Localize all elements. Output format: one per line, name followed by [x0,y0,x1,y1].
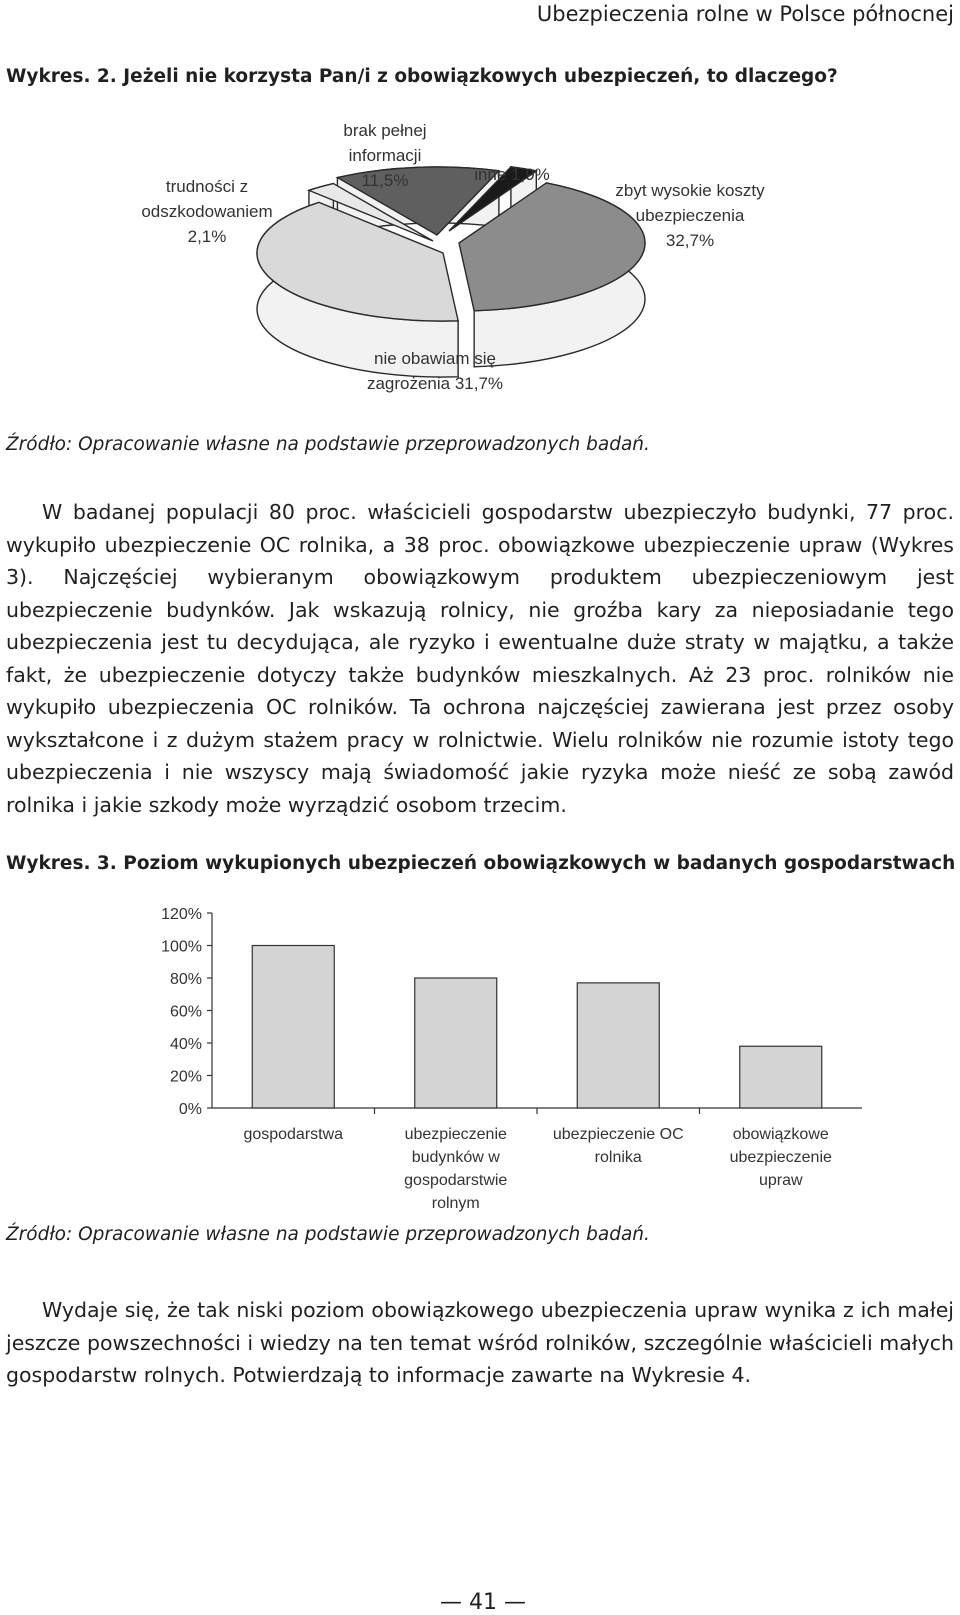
bar-1 [252,946,334,1109]
pie-label-nie-obawiam: nie obawiam się zagrożenia 31,7% [366,349,504,393]
y-tick-label: 20% [169,1068,202,1086]
running-header: Ubezpieczenia rolne w Polsce północnej [536,2,954,26]
y-tick-label: 120% [161,906,202,923]
figure-2-source: Źródło: Opracowanie własne na podstawie przeprowadzonych badań. [6,434,650,455]
figure-2-title: Wykres. 2. Jeżeli nie korzysta Pan/i z obowiązkowych ubezpieczeń, to dlaczego? [6,66,838,87]
x-category-label: ubezpieczenie OC rolnika [552,1126,684,1166]
pie-label-trudnosci: trudności z odszkodowaniem 2,1% [141,177,273,246]
paragraph-1: W badanej populacji 80 proc. właścicieli gospodarstw ubezpieczyło budynki, 77 proc. wykupiło ubezpieczenie OC rolnika, a 38 proc. obowiązkowe ubezpieczenie upraw (Wykres 3). Najczęściej wybieranym obowiązkowym produktem ubezpieczeniowym jest ubezpieczenie budynków. Jak wskazują rolnicy, nie groźba kary za nieposiadanie tego ubezpieczenia jest tu decydująca, ale ryzyko i ewentualne duże straty w majątku, a także fakt, że ubezpieczenie dotyczy także budynków mieszkalnych. Aż 23 proc. rolników nie wykupiło ubezpieczenia OC rolników. Ta ochrona najczęściej zawierana jest przez osoby wykształcone i z dużym stażem pracy w rolnictwie. Wielu rolników nie rozumie istoty tego ubezpieczenia i nie wszyscy mają świadomość jakie ryzyka może nieść ze sobą zawód rolnika i jakie szkody może wyrządzić osobom trzecim. [6,500,954,817]
x-category-label: obowiązkowe ubezpieczenie upraw [729,1126,832,1189]
y-tick-label: 60% [169,1003,202,1021]
x-category-label: ubezpieczenie budynków w gospodarstwie rolnym [404,1126,508,1212]
bar-3 [577,983,659,1108]
figure-3-title: Wykres. 3. Poziom wykupionych ubezpieczeń obowiązkowych w badanych gospodarstwach [6,853,956,874]
page-number: — 41 — [440,1590,526,1615]
bar-4 [740,1046,822,1108]
pie-label-koszty: zbyt wysokie koszty ubezpieczenia 32,7% [615,181,765,250]
bar-2 [415,978,497,1108]
paragraph-2: Wydaje się, że tak niski poziom obowiązkowego ubezpieczenia upraw wynika z ich małej jeszcze powszechności i wiedzy na ten temat wśród rolników, szczególnie właścicieli małych gospodarstw rolnych. Potwierdzają to informacje zawarte na Wykresie 4. [6,1298,954,1387]
pie-label-inne: inne 1,9% [474,165,550,184]
x-category-label: gospodarstwa [243,1126,344,1143]
y-tick-label: 80% [169,971,202,988]
figure-3-source: Źródło: Opracowanie własne na podstawie przeprowadzonych badań. [6,1224,650,1245]
y-tick-label: 40% [169,1036,202,1053]
y-tick-label: 100% [161,938,202,956]
pie-label-brak-informacji: brak pełnej informacji 11,5% [343,121,427,190]
bar-chart [0,890,960,1220]
y-tick-label: 0% [178,1101,202,1118]
